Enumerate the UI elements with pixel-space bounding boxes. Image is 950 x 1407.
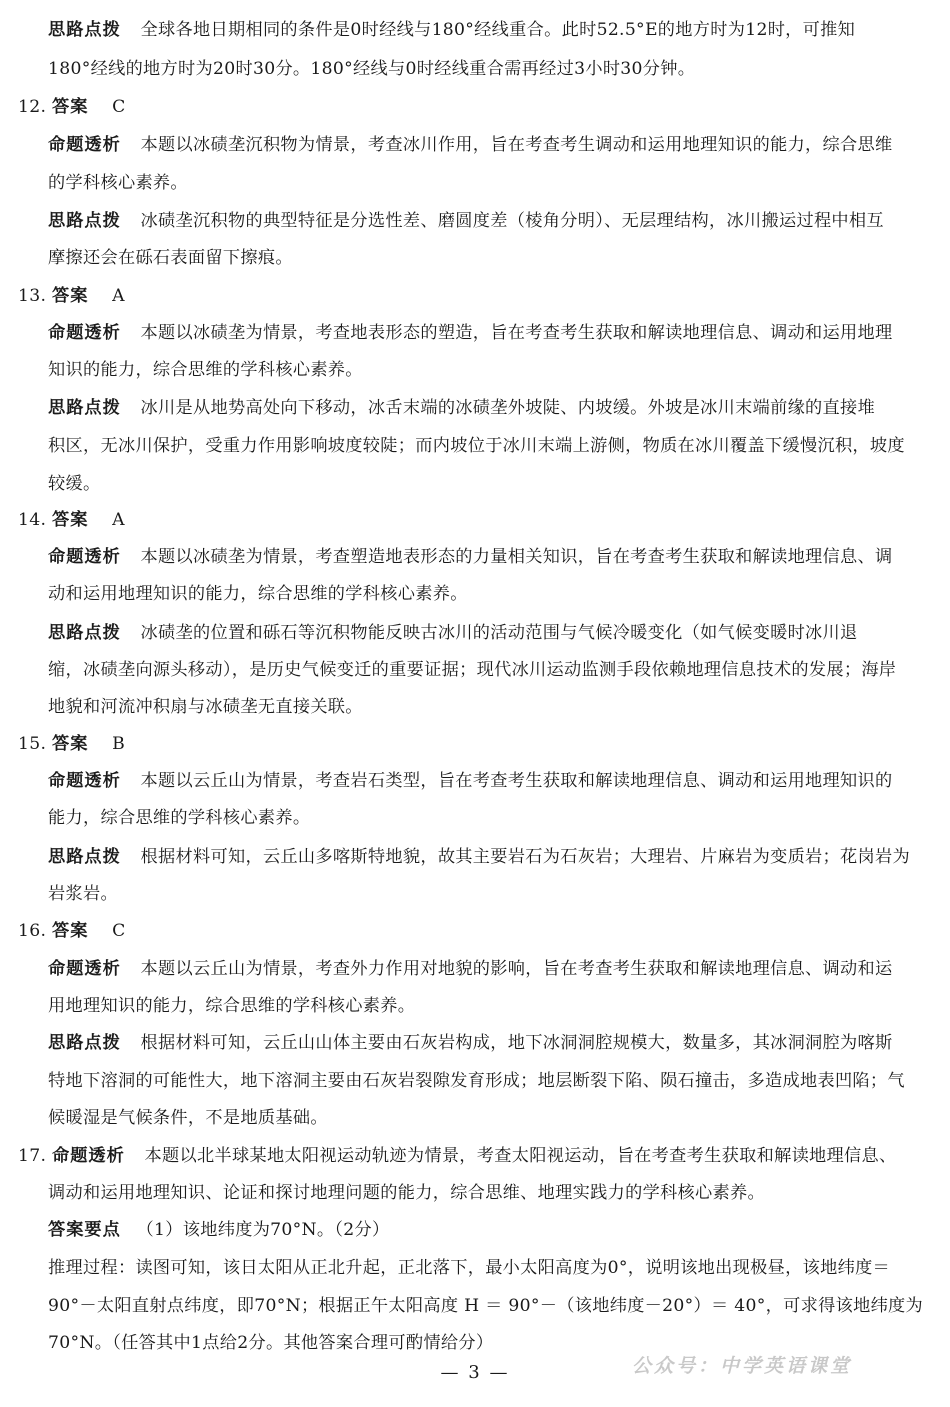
q17-ming-line1 — [18, 1144, 897, 1168]
q16-ming-line2: 用地理知识的能力，综合思维的学科核心素养。 — [48, 996, 416, 1016]
q16-answer-line — [18, 919, 126, 943]
q15-number: 15. — [18, 734, 47, 754]
q17-tuili-line1: 推理过程：读图可知，该日太阳从正北升起，正北落下，最小太阳高度为0°，说明该地出现极昼，该地纬度＝ — [48, 1258, 891, 1278]
q14-silu-line2: 缩，冰碛垄向源头移动），是历史气候变迁的重要证据；现代冰川运动监测手段依赖地理信息技术的发展；海岸 — [48, 660, 897, 680]
q13-number: 13. — [18, 286, 47, 306]
q12-silu-label: 思路点拨 — [48, 211, 121, 231]
q12-ming-text1: 本题以冰碛垄沉积物为情景，考查冰川作用，旨在考查考生调动和运用地理知识的能力，综合思维 — [140, 135, 893, 155]
q13-silu-line1 — [48, 396, 875, 420]
q13-ming-text1: 本题以冰碛垄为情景，考查地表形态的塑造，旨在考查考生获取和解读地理信息、调动和运用地理 — [140, 323, 893, 343]
q12-number: 12. — [18, 97, 47, 117]
q11-silu-label: 思路点拨 — [48, 20, 121, 40]
q14-silu-label: 思路点拨 — [48, 623, 121, 643]
q15-answer-label: 答案 — [52, 734, 89, 754]
q14-answer-label: 答案 — [52, 510, 89, 530]
q15-ming-label: 命题透析 — [48, 771, 121, 791]
q13-answer-value: A — [112, 286, 125, 306]
q16-answer-label: 答案 — [52, 921, 89, 941]
q16-silu-line2: 特地下溶洞的可能性大，地下溶洞主要由石灰岩裂隙发育形成；地层断裂下陷、陨石撞击，多造成地表凹陷；气 — [48, 1071, 905, 1091]
q14-answer-line — [18, 508, 125, 532]
q16-silu-text1: 根据材料可知，云丘山山体主要由石灰岩构成，地下冰洞洞腔规模大，数量多，其冰洞洞腔为喀斯 — [140, 1033, 893, 1053]
q16-number: 16. — [18, 921, 47, 941]
q16-ming-text1: 本题以云丘山为情景，考查外力作用对地貌的影响，旨在考查考生获取和解读地理信息、调动和运 — [140, 959, 893, 979]
q13-silu-line2: 积区，无冰川保护，受重力作用影响坡度较陡；而内坡位于冰川末端上游侧，物质在冰川覆盖下缓慢沉积，坡度 — [48, 436, 905, 456]
q12-answer-line — [18, 95, 126, 119]
q17-yaodian-label: 答案要点 — [48, 1220, 121, 1240]
q16-answer-value: C — [112, 921, 126, 941]
q14-ming-label: 命题透析 — [48, 547, 121, 567]
q14-silu-text1: 冰碛垄的位置和砾石等沉积物能反映古冰川的活动范围与气候冷暖变化（如气候变暖时冰川退 — [140, 623, 858, 643]
q12-ming-line1 — [48, 133, 893, 157]
q16-silu-line3: 候暖湿是气候条件，不是地质基础。 — [48, 1108, 328, 1128]
q14-number: 14. — [18, 510, 47, 530]
q15-ming-line1 — [48, 769, 893, 793]
q17-tuili-line3: 70°N。（任答其中1点给2分。其他答案合理可酌情给分） — [48, 1333, 494, 1353]
q12-silu-line2: 摩擦还会在砾石表面留下擦痕。 — [48, 248, 293, 268]
q13-silu-line3: 较缓。 — [48, 474, 101, 494]
watermark-text: 公众号：中学英语课堂 — [632, 1355, 853, 1377]
q15-answer-value: B — [112, 734, 126, 754]
q16-ming-line1 — [48, 957, 893, 981]
q15-ming-line2: 能力，综合思维的学科核心素养。 — [48, 808, 311, 828]
q14-ming-text1: 本题以冰碛垄为情景，考查塑造地表形态的力量相关知识，旨在考查考生获取和解读地理信息、调 — [140, 547, 893, 567]
q13-silu-text1: 冰川是从地势高处向下移动，冰舌末端的冰碛垄外坡陡、内坡缓。外坡是冰川末端前缘的直接堆 — [140, 398, 876, 418]
q15-silu-text1: 根据材料可知，云丘山多喀斯特地貌，故其主要岩石为石灰岩；大理岩、片麻岩为变质岩；花岗岩为 — [140, 847, 910, 867]
q15-answer-line — [18, 732, 125, 756]
q14-silu-line3: 地貌和河流冲积扇与冰碛垄无直接关联。 — [48, 697, 363, 717]
q14-ming-line1 — [48, 545, 893, 569]
q16-silu-line1 — [48, 1031, 893, 1055]
q12-answer-value: C — [112, 97, 126, 117]
q17-yaodian-line — [48, 1218, 389, 1242]
q16-silu-label: 思路点拨 — [48, 1033, 121, 1053]
q12-answer-label: 答案 — [52, 97, 89, 117]
q14-answer-value: A — [112, 510, 125, 530]
q17-ming-line2: 调动和运用地理知识、论证和探讨地理问题的能力，综合思维、地理实践力的学科核心素养。 — [48, 1183, 765, 1203]
q13-silu-label: 思路点拨 — [48, 398, 121, 418]
page-number: — 3 — — [440, 1362, 510, 1383]
q17-ming-text1: 本题以北半球某地太阳视运动轨迹为情景，考查太阳视运动，旨在考查考生获取和解读地理信息、 — [144, 1146, 897, 1166]
q12-silu-text1: 冰碛垄沉积物的典型特征是分选性差、磨圆度差（棱角分明）、无层理结构，冰川搬运过程中相互 — [140, 211, 884, 231]
q17-ming-label: 命题透析 — [52, 1146, 125, 1166]
q12-silu-line1 — [48, 209, 884, 233]
q14-ming-line2: 动和运用地理知识的能力，综合思维的学科核心素养。 — [48, 584, 468, 604]
q11-silu-line1 — [48, 18, 855, 42]
q13-ming-label: 命题透析 — [48, 323, 121, 343]
q15-silu-line1 — [48, 845, 910, 869]
q17-tuili-line2: 90°－太阳直射点纬度，即70°N；根据正午太阳高度 H ＝ 90°－（该地纬度－20°）＝ 40°，可求得该地纬度为 — [48, 1296, 924, 1316]
q15-silu-line2: 岩浆岩。 — [48, 884, 118, 904]
q15-silu-label: 思路点拨 — [48, 847, 121, 867]
q13-answer-line — [18, 284, 125, 308]
q16-ming-label: 命题透析 — [48, 959, 121, 979]
q17-number: 17. — [18, 1146, 47, 1166]
q17-yaodian-text: （1）该地纬度为70°N。（2分） — [136, 1220, 390, 1240]
q13-ming-line1 — [48, 321, 893, 345]
q13-answer-label: 答案 — [52, 286, 89, 306]
q15-ming-text1: 本题以云丘山为情景，考查岩石类型，旨在考查考生获取和解读地理信息、调动和运用地理知识的 — [140, 771, 893, 791]
q12-ming-line2: 的学科核心素养。 — [48, 173, 188, 193]
q11-silu-text1: 全球各地日期相同的条件是0时经线与180°经线重合。此时52.5°E的地方时为12时，可推知 — [140, 20, 856, 40]
q14-silu-line1 — [48, 621, 858, 645]
q12-ming-label: 命题透析 — [48, 135, 121, 155]
q11-silu-line2: 180°经线的地方时为20时30分。180°经线与0时经线重合需再经过3小时30分钟。 — [48, 59, 696, 79]
q13-ming-line2: 知识的能力，综合思维的学科核心素养。 — [48, 360, 363, 380]
